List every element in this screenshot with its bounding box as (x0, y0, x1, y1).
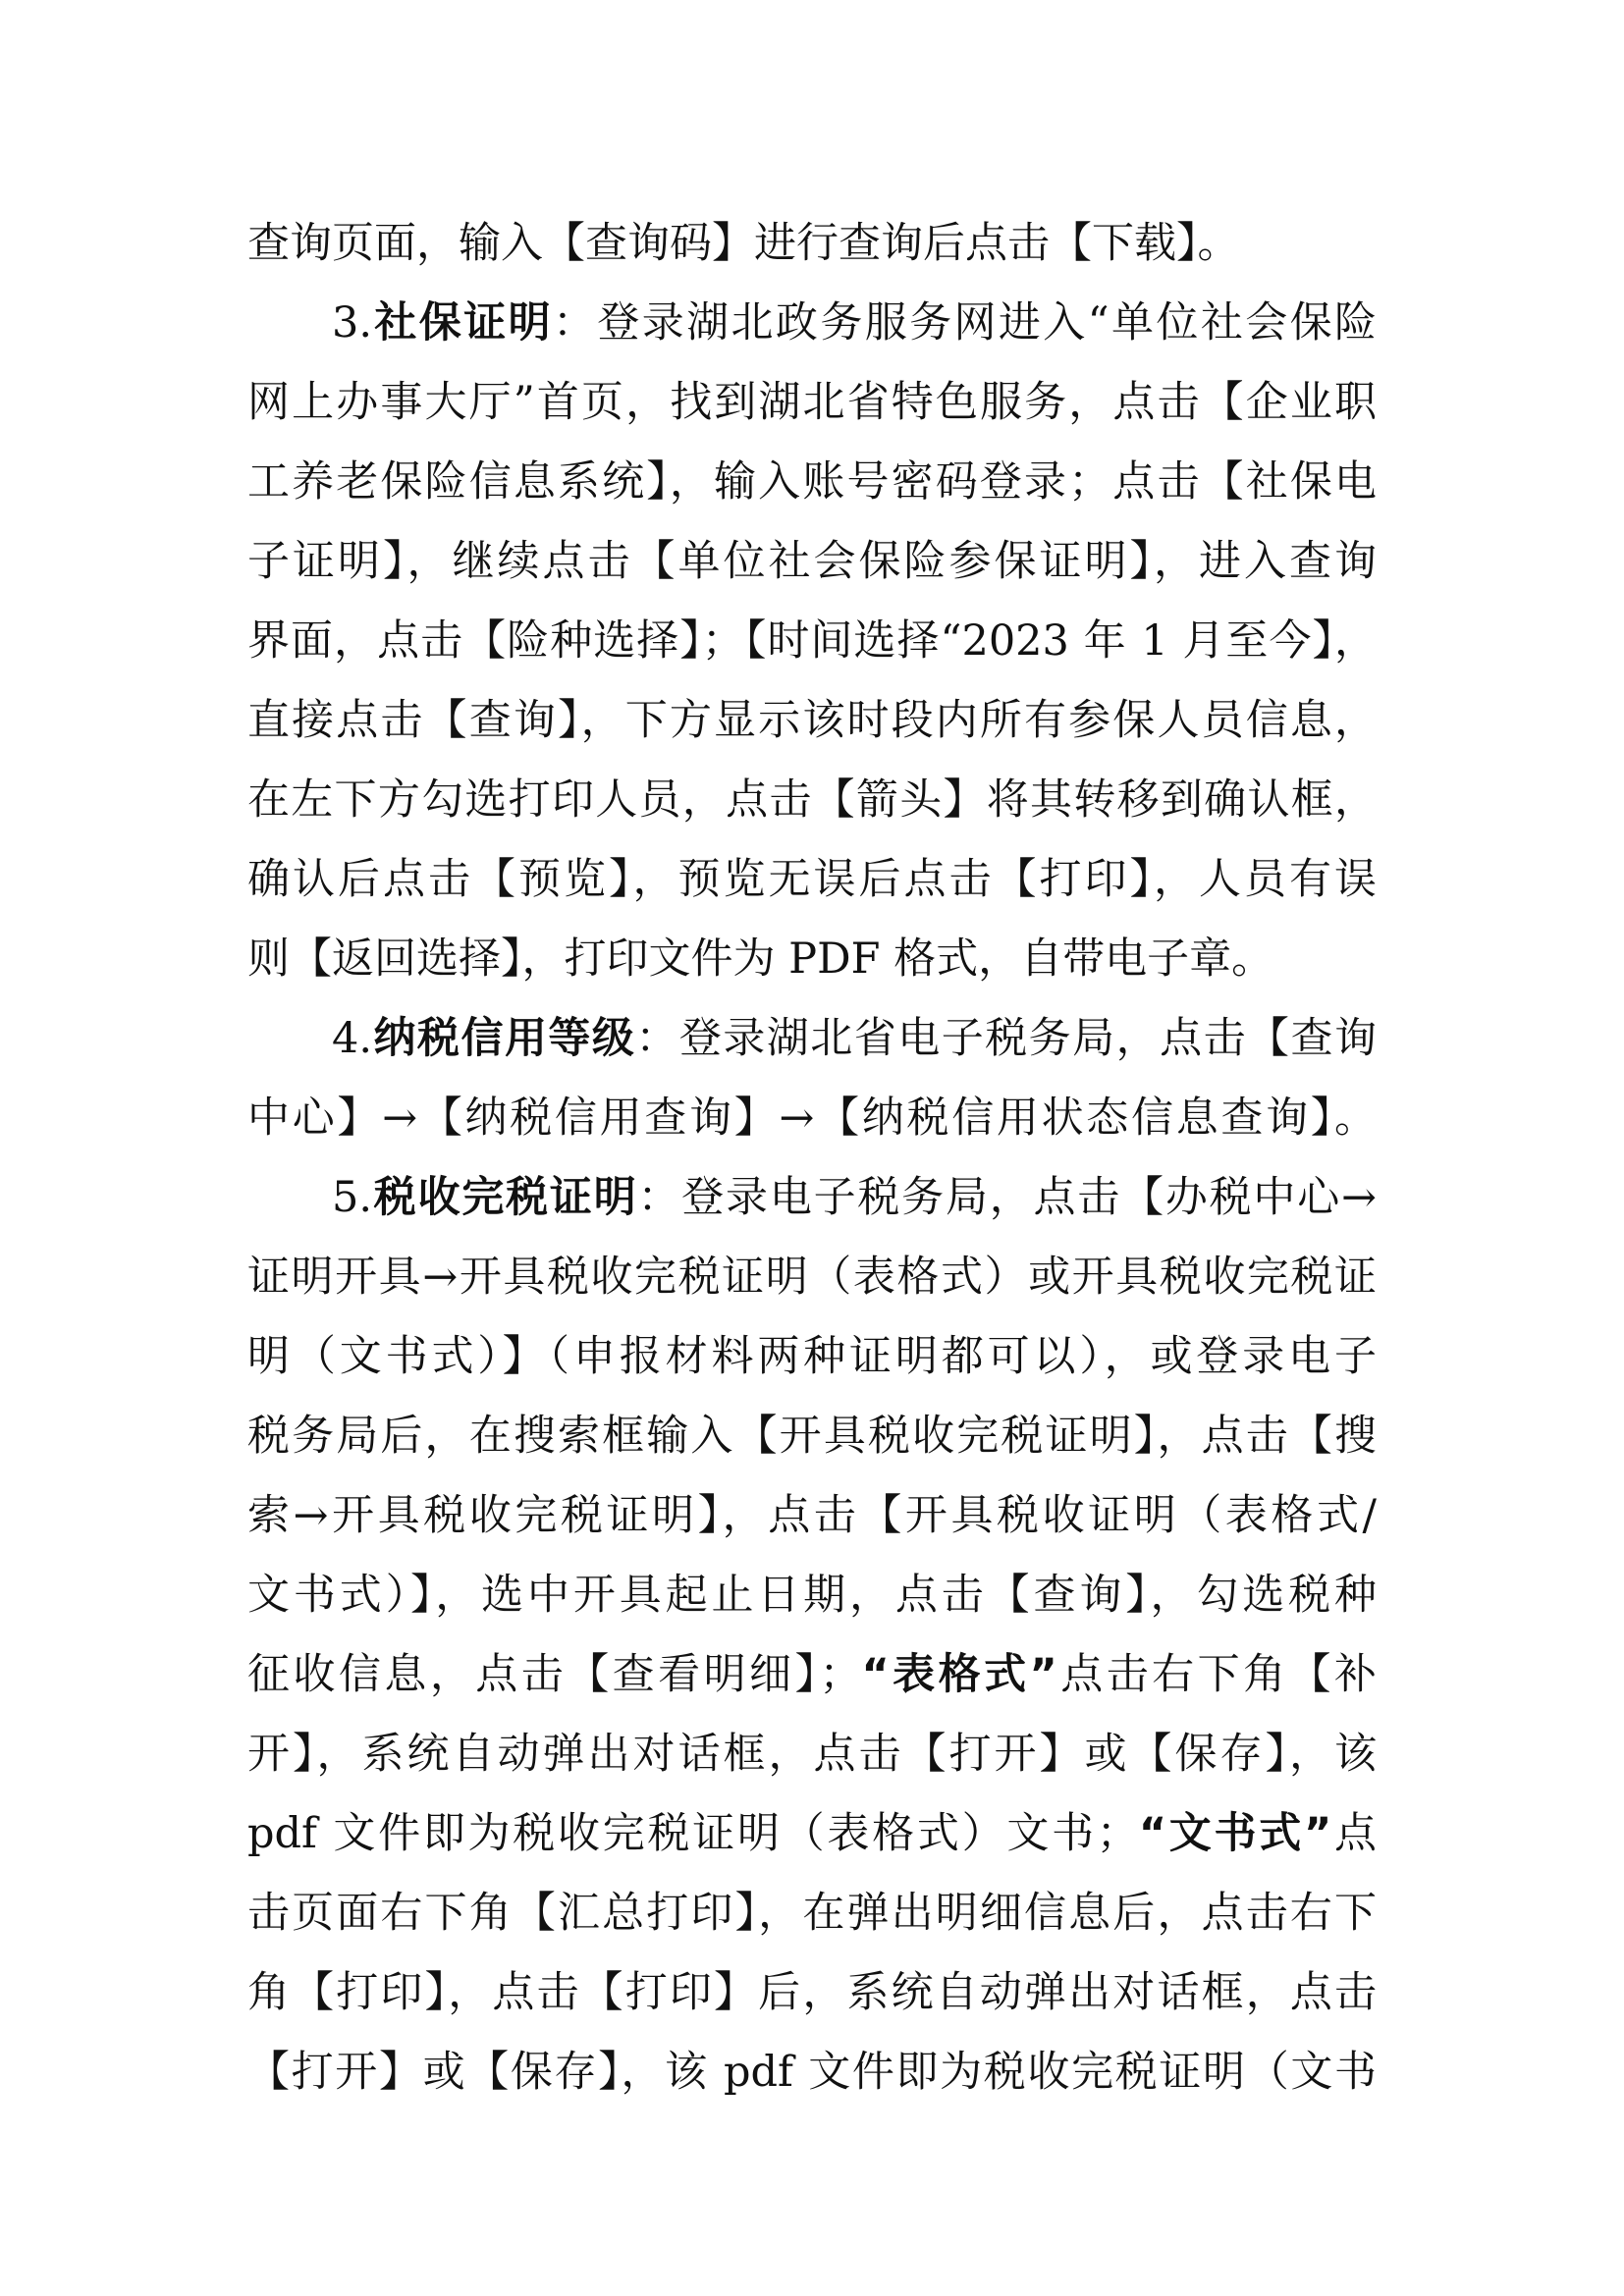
text-line (247, 1079, 1377, 1158)
body-text: 查询页面，输入【查询码】进行查询后点击【下载】。 (247, 219, 1240, 268)
body-text: 开】，系统自动弹出对话框，点击【打开】或【保存】，该 (247, 1730, 1377, 1779)
document-body (247, 204, 1377, 2112)
body-text: 直接点击【查询】，下方显示该时段内所有参保人员信息， (247, 696, 1377, 745)
body-text: ：登录湖北省电子税务局，点击【查询 (635, 1014, 1378, 1063)
body-text: 界面，点击【险种选择】；【时间选择“2023 年 1 月至今】， (247, 616, 1377, 666)
body-text: 则【返回选择】，打印文件为 PDF 格式，自带电子章。 (247, 934, 1274, 984)
text-line (247, 1476, 1377, 1556)
text-line (247, 204, 1377, 284)
body-text: 网上办事大厅”首页，找到湖北省特色服务，点击【企业职 (247, 378, 1377, 427)
body-text: 中心】→【纳税信用查询】→【纳税信用状态信息查询】。 (247, 1094, 1377, 1143)
text-line (247, 1715, 1377, 1794)
bold-heading-text: 社保证明 (372, 298, 553, 347)
body-text: ：登录湖北政务服务网进入“单位社会保险 (552, 298, 1377, 347)
body-text: 工养老保险信息系统】，输入账号密码登录；点击【社保电 (247, 457, 1377, 507)
body-text: pdf 文件即为税收完税证明（表格式）文书； (247, 1809, 1139, 1858)
body-text: 子证明】，继续点击【单位社会保险参保证明】，进入查询 (247, 537, 1377, 586)
text-line (247, 602, 1377, 681)
body-text: 证明开具→开具税收完税证明（表格式）或开具税收完税证 (247, 1253, 1377, 1302)
body-text: 3. (332, 298, 373, 347)
body-text: 明（文书式）】（申报材料两种证明都可以），或登录电子 (247, 1332, 1377, 1381)
text-line (247, 443, 1377, 522)
bold-heading-text: “文书式” (1138, 1809, 1332, 1858)
text-line (247, 1397, 1377, 1476)
text-line (247, 761, 1377, 840)
body-text: 5. (332, 1173, 373, 1222)
body-text: 征收信息，点击【查看明细】； (247, 1650, 862, 1699)
text-line (247, 681, 1377, 761)
text-line (247, 1158, 1377, 1238)
body-text: 文书式）】，选中开具起止日期，点击【查询】，勾选税种 (247, 1571, 1377, 1620)
body-text: 税务局后，在搜索框输入【开具税收完税证明】，点击【搜 (247, 1412, 1377, 1461)
body-text: 4. (332, 1014, 373, 1063)
text-line (247, 1874, 1377, 1953)
body-text: 点 (1331, 1809, 1377, 1858)
text-line (247, 999, 1377, 1079)
body-text: 点击右下角【补 (1056, 1650, 1378, 1699)
text-line (247, 1953, 1377, 2033)
body-text: ：登录电子税务局，点击【办税中心→ (637, 1173, 1378, 1222)
body-text: 击页面右下角【汇总打印】，在弹出明细信息后，点击右下 (247, 1889, 1377, 1938)
text-line (247, 920, 1377, 999)
text-line (247, 284, 1377, 363)
text-line (247, 363, 1377, 443)
text-line (247, 522, 1377, 602)
text-line (247, 1556, 1377, 1635)
body-text: 确认后点击【预览】，预览无误后点击【打印】，人员有误 (247, 855, 1377, 904)
text-line (247, 840, 1377, 920)
body-text: 角【打印】，点击【打印】后，系统自动弹出对话框，点击 (247, 1968, 1377, 2017)
text-line (247, 1635, 1377, 1715)
body-text: 在左下方勾选打印人员，点击【箭头】将其转移到确认框， (247, 775, 1377, 825)
text-line (247, 2033, 1377, 2112)
body-text: 索→开具税收完税证明】，点击【开具税收证明（表格式/ (247, 1491, 1377, 1540)
body-text: 【打开】或【保存】，该 pdf 文件即为税收完税证明（文书 (247, 2048, 1377, 2097)
text-line (247, 1794, 1377, 1874)
text-line (247, 1317, 1377, 1397)
text-line (247, 1238, 1377, 1317)
bold-heading-text: “表格式” (861, 1650, 1057, 1699)
bold-heading-text: 纳税信用等级 (372, 1014, 636, 1063)
bold-heading-text: 税收完税证明 (372, 1173, 638, 1222)
